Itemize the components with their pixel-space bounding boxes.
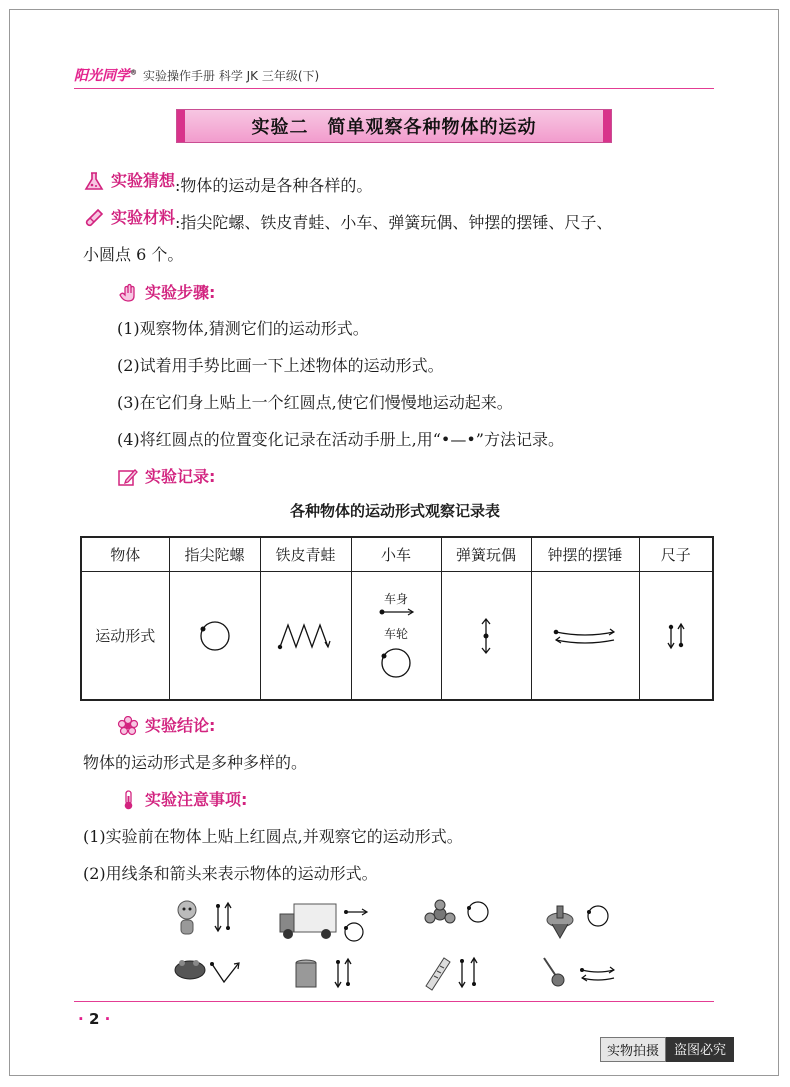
spinner-example-picture	[422, 898, 494, 932]
flower-icon	[117, 716, 139, 736]
stamp-right: 盗图必究	[666, 1037, 734, 1062]
guess-text: :物体的运动是各种各样的。	[175, 176, 373, 195]
up-down-motion-diagram	[479, 616, 493, 656]
title-banner	[176, 109, 612, 143]
col-header: 指尖陀螺	[169, 537, 260, 572]
page-number: · 2 ·	[78, 1010, 111, 1028]
pendulum-motion-cell	[531, 572, 639, 701]
footer-divider	[74, 1001, 714, 1002]
car-body-label: 车身	[383, 591, 408, 606]
steps-label: 实验步骤:	[145, 283, 216, 302]
frog-example-picture	[172, 952, 248, 990]
col-header: 物体	[81, 537, 169, 572]
header-divider	[74, 88, 714, 89]
notes-heading	[117, 789, 247, 816]
swing-motion-diagram	[550, 624, 620, 648]
step-2: (2)试着用手势比画一下上述物体的运动形式。	[117, 356, 444, 375]
col-header: 尺子	[639, 537, 713, 572]
car-wheel-label: 车轮	[383, 626, 408, 641]
doll-example-picture	[174, 898, 242, 938]
conclusion-label: 实验结论:	[145, 716, 216, 735]
running-header	[74, 64, 319, 86]
frog-motion-cell	[260, 572, 351, 701]
vertical-vibration-diagram	[664, 621, 688, 651]
col-header: 铁皮青蛙	[260, 537, 351, 572]
header-subtitle: 实验操作手册 科学 JK 三年级(下)	[143, 68, 320, 83]
top-example-picture	[542, 898, 614, 942]
pendulum-example-picture	[540, 954, 620, 992]
brand-logo: 阳光同学®	[74, 68, 137, 84]
line-motion-diagram	[376, 607, 416, 617]
guess-label: 实验猜想	[111, 171, 176, 190]
flask-icon	[83, 171, 105, 191]
guess-line	[83, 170, 372, 197]
can-example-picture	[292, 955, 364, 991]
step-3: (3)在它们身上贴上一个红圆点,使它们慢慢地运动起来。	[117, 393, 513, 412]
stamp-left: 实物拍摄	[600, 1037, 666, 1062]
table-header-row	[81, 537, 713, 572]
note-2: (2)用线条和箭头来表示物体的运动形式。	[83, 864, 378, 883]
record-heading	[117, 466, 215, 493]
observation-table	[80, 536, 714, 701]
zigzag-motion-diagram	[276, 619, 336, 653]
materials-text-cont: 小圆点 6 个。	[83, 245, 184, 264]
materials-label: 实验材料	[111, 208, 176, 227]
ruler-motion-cell	[639, 572, 713, 701]
conclusion-heading	[117, 715, 215, 742]
col-header: 钟摆的摆锤	[531, 537, 639, 572]
circle-motion-diagram	[376, 642, 416, 682]
spinner-motion-cell	[169, 572, 260, 701]
materials-line	[83, 207, 612, 234]
table-caption: 各种物体的运动形式观察记录表	[289, 502, 500, 520]
record-label: 实验记录:	[145, 467, 216, 486]
table-row	[81, 572, 713, 701]
steps-heading	[117, 282, 215, 309]
col-header: 小车	[351, 537, 441, 572]
step-1: (1)观察物体,猜测它们的运动形式。	[117, 319, 369, 338]
page-title: 实验二 简单观察各种物体的运动	[251, 117, 537, 138]
truck-example-picture	[278, 900, 374, 946]
thermometer-icon	[117, 790, 139, 810]
conclusion-text: 物体的运动形式是多种多样的。	[83, 753, 308, 772]
notes-label: 实验注意事项:	[145, 790, 248, 809]
spring-doll-motion-cell	[441, 572, 531, 701]
test-tube-icon	[83, 208, 105, 228]
col-header: 弹簧玩偶	[441, 537, 531, 572]
pencil-note-icon	[117, 467, 139, 487]
hand-icon	[117, 283, 139, 303]
ruler-example-picture	[422, 954, 494, 992]
materials-text: :指尖陀螺、铁皮青蛙、小车、弹簧玩偶、钟摆的摆锤、尺子、	[175, 213, 613, 232]
row-label: 运动形式	[81, 572, 169, 701]
watermark-stamp	[600, 1037, 734, 1062]
note-1: (1)实验前在物体上贴上红圆点,并观察它的运动形式。	[83, 827, 463, 846]
car-motion-cell	[351, 572, 441, 701]
circle-motion-diagram	[195, 616, 235, 656]
step-4: (4)将红圆点的位置变化记录在活动手册上,用“•—•”方法记录。	[117, 430, 564, 449]
